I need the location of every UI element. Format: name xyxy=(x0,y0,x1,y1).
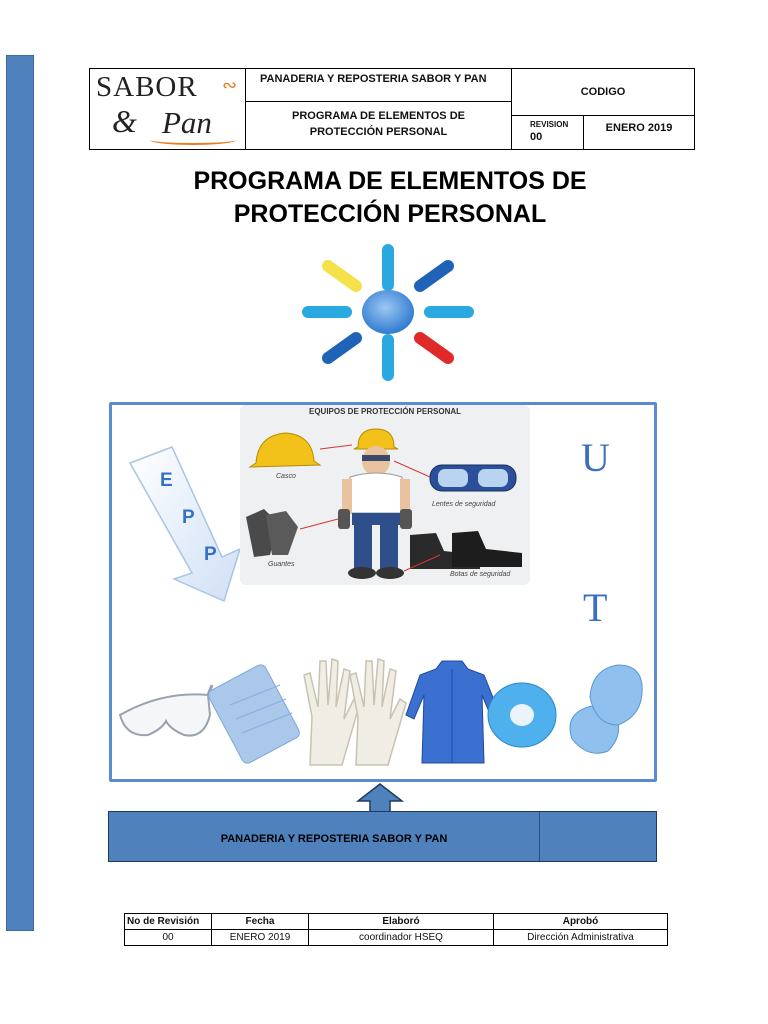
codigo-cell: CODIGO xyxy=(512,69,694,116)
sun-emblem-icon xyxy=(298,240,478,386)
label-botas: Botas de seguridad xyxy=(450,571,511,578)
revision-table xyxy=(124,913,668,946)
table-header-row xyxy=(125,914,668,930)
document-header-table xyxy=(89,68,695,150)
page-title xyxy=(120,165,660,231)
logo-word-sabor: SABOR xyxy=(96,71,198,103)
title-line-1: PROGRAMA DE ELEMENTOS DE xyxy=(193,167,587,195)
cell-aprobo: Dirección Administrativa xyxy=(494,930,668,946)
program-line-1: PROGRAMA DE ELEMENTOS DE xyxy=(292,110,465,122)
ut-letter-u: U xyxy=(581,435,610,480)
title-line-2: PROTECCIÓN PERSONAL xyxy=(233,200,547,228)
date-cell: ENERO 2019 xyxy=(605,122,673,134)
revision-label: REVISION xyxy=(530,120,569,129)
company-name-cell: PANADERIA Y REPOSTERIA SABOR Y PAN xyxy=(246,69,512,102)
illustration-caption: EQUIPOS DE PROTECCIÓN PERSONAL xyxy=(308,407,462,416)
face-mask-icon xyxy=(206,663,301,765)
label-lentes: Lentes de seguridad xyxy=(432,501,496,508)
side-decoration-bar xyxy=(6,55,34,931)
safety-glasses-icon xyxy=(120,685,212,736)
col-header-elaboro: Elaboró xyxy=(309,914,494,930)
banner-text: PANADERIA Y REPOSTERIA SABOR Y PAN xyxy=(220,833,448,845)
hair-cap-icon xyxy=(488,683,556,747)
cell-elaboro: coordinador HSEQ xyxy=(309,930,494,946)
col-header-aprobo: Aprobó xyxy=(494,914,668,930)
col-header-fecha: Fecha xyxy=(212,914,309,930)
col-header-revision: No de Revisión xyxy=(125,914,212,930)
company-banner xyxy=(108,811,657,862)
surgical-gown-icon xyxy=(406,661,500,763)
ppe-items-row xyxy=(112,655,654,773)
revision-value: 00 xyxy=(530,131,543,143)
cell-fecha: ENERO 2019 xyxy=(212,930,309,946)
epp-letter-p2: P xyxy=(204,544,217,565)
epp-letter-e: E xyxy=(160,470,173,491)
logo-swash xyxy=(150,135,236,145)
revision-cell xyxy=(512,116,584,149)
ppe-worker-illustration xyxy=(240,405,530,585)
label-casco: Casco xyxy=(276,473,296,480)
program-name-cell xyxy=(246,102,512,149)
flame-icon: ∾ xyxy=(222,75,238,95)
banner-divider xyxy=(539,812,540,861)
shoe-covers-icon xyxy=(570,665,642,753)
worker-figure-icon xyxy=(240,405,530,585)
logo-ampersand: & xyxy=(112,103,137,139)
table-row xyxy=(125,930,668,946)
ut-letter-t: T xyxy=(583,585,608,630)
cell-revision: 00 xyxy=(125,930,212,946)
logo-word-pan: Pan xyxy=(162,105,212,140)
program-line-2: PROTECCIÓN PERSONAL xyxy=(309,126,448,138)
up-arrow-icon xyxy=(356,783,404,813)
company-logo xyxy=(90,69,246,149)
latex-gloves-icon xyxy=(304,659,406,765)
epp-letter-p1: P xyxy=(182,507,195,528)
label-guantes: Guantes xyxy=(268,561,295,568)
